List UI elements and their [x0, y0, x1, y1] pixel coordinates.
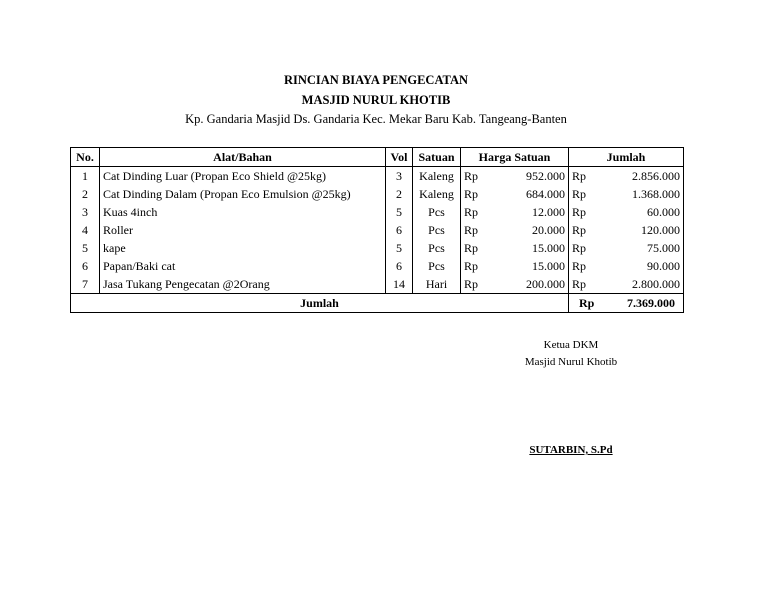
row-unit-price: 200.000 [504, 275, 569, 294]
table-header-row [71, 148, 684, 167]
row-unit: Kaleng [413, 185, 461, 203]
row-no: 6 [71, 257, 100, 275]
row-no: 1 [71, 167, 100, 186]
header-vol: Vol [386, 148, 413, 167]
row-unit-price: 15.000 [504, 239, 569, 257]
row-vol: 14 [386, 275, 413, 294]
row-item: Papan/Baki cat [100, 257, 386, 275]
row-total: 1.368.000 [608, 185, 684, 203]
row-total-currency: Rp [572, 205, 587, 219]
row-total-currency: Rp [572, 223, 587, 237]
table-row [71, 185, 684, 203]
row-unit: Pcs [413, 257, 461, 275]
row-price-currency: Rp [464, 205, 479, 219]
signature-name: SUTARBIN, S.Pd [529, 444, 613, 456]
row-item: Cat Dinding Luar (Propan Eco Shield @25kg) [100, 167, 386, 186]
row-vol: 3 [386, 167, 413, 186]
header-total: Jumlah [569, 148, 684, 167]
table-row [71, 257, 684, 275]
row-item: Jasa Tukang Pengecatan @2Orang [100, 275, 386, 294]
row-total: 2.800.000 [608, 275, 684, 294]
row-vol: 5 [386, 239, 413, 257]
row-no: 5 [71, 239, 100, 257]
row-vol: 2 [386, 185, 413, 203]
row-total-currency: Rp [572, 187, 587, 201]
total-row [71, 294, 684, 313]
table-row [71, 167, 684, 186]
row-total: 2.856.000 [608, 167, 684, 186]
table-row [71, 203, 684, 221]
signature-organization: Masjid Nurul Khotib [524, 356, 618, 368]
row-no: 4 [71, 221, 100, 239]
row-unit: Kaleng [413, 167, 461, 186]
header-item: Alat/Bahan [100, 148, 386, 167]
document-title: RINCIAN BIAYA PENGECATAN [283, 73, 469, 87]
row-vol: 6 [386, 221, 413, 239]
row-unit: Pcs [413, 203, 461, 221]
table-row [71, 221, 684, 239]
row-vol: 5 [386, 203, 413, 221]
row-total: 90.000 [608, 257, 684, 275]
header-unit-price: Harga Satuan [461, 148, 569, 167]
total-value: 7.369.000 [608, 294, 684, 313]
row-price-currency: Rp [464, 223, 479, 237]
header-no: No. [71, 148, 100, 167]
row-price-currency: Rp [464, 259, 479, 273]
row-item: Kuas 4inch [100, 203, 386, 221]
cost-table [70, 147, 684, 313]
document-address: Kp. Gandaria Masjid Ds. Gandaria Kec. Mekar Baru Kab. Tangeang-Banten [185, 112, 567, 126]
row-total-currency: Rp [572, 169, 587, 183]
signature-role: Ketua DKM [543, 339, 599, 351]
row-item: Roller [100, 221, 386, 239]
row-item: kape [100, 239, 386, 257]
row-price-currency: Rp [464, 169, 479, 183]
row-unit: Pcs [413, 239, 461, 257]
row-price-currency: Rp [464, 241, 479, 255]
total-currency: Rp [569, 294, 608, 313]
row-price-currency: Rp [464, 277, 479, 291]
row-vol: 6 [386, 257, 413, 275]
row-total-currency: Rp [572, 259, 587, 273]
row-item: Cat Dinding Dalam (Propan Eco Emulsion @25kg) [100, 185, 386, 203]
row-price-currency: Rp [464, 187, 479, 201]
row-unit-price: 20.000 [504, 221, 569, 239]
table-row [71, 275, 684, 294]
document-subtitle-mosque: MASJID NURUL KHOTIB [301, 93, 451, 107]
row-unit: Hari [413, 275, 461, 294]
row-unit: Pcs [413, 221, 461, 239]
row-unit-price: 15.000 [504, 257, 569, 275]
row-total: 75.000 [608, 239, 684, 257]
row-total: 60.000 [608, 203, 684, 221]
row-unit-price: 684.000 [504, 185, 569, 203]
row-total-currency: Rp [572, 277, 587, 291]
total-label: Jumlah [71, 294, 569, 313]
row-unit-price: 952.000 [504, 167, 569, 186]
header-unit: Satuan [413, 148, 461, 167]
row-total: 120.000 [608, 221, 684, 239]
row-total-currency: Rp [572, 241, 587, 255]
row-no: 3 [71, 203, 100, 221]
row-no: 2 [71, 185, 100, 203]
row-unit-price: 12.000 [504, 203, 569, 221]
table-row [71, 239, 684, 257]
row-no: 7 [71, 275, 100, 294]
